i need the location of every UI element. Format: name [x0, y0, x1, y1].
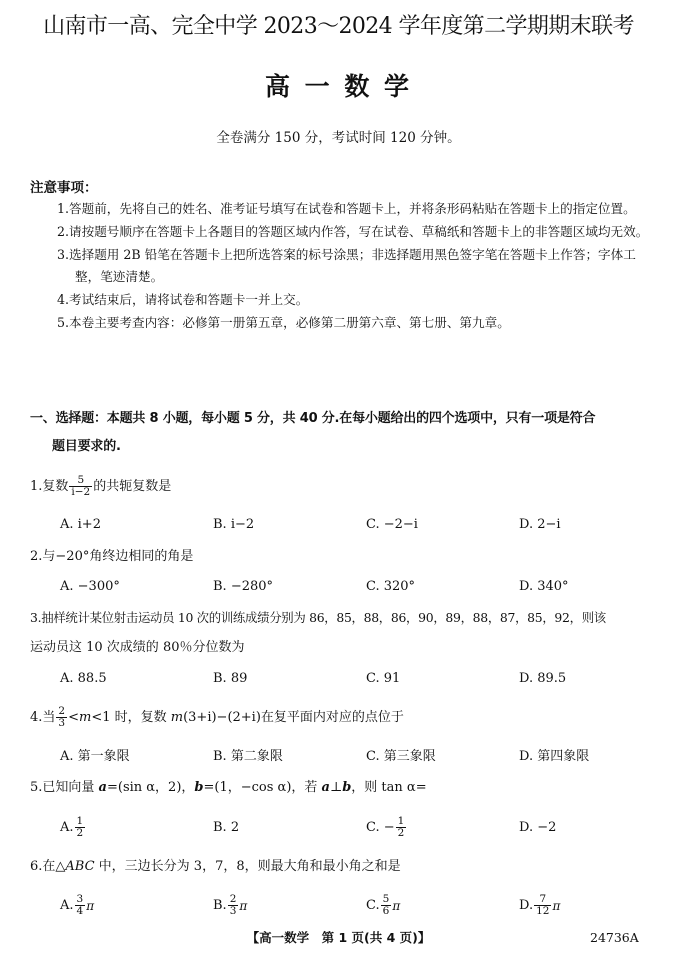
question-6-options	[60, 894, 620, 917]
q1-fraction	[69, 475, 92, 498]
question-3-line1: 3.抽样统计某位射击运动员 10 次的训练成绩分别为 86，85，88，86，90，89，88，87，85，92，则该	[30, 610, 606, 625]
notes-list	[57, 198, 657, 335]
q5-vector-a2: a	[321, 780, 330, 795]
q4-fraction	[56, 706, 67, 729]
note-item: 3.选择题用 2B 铅笔在答题卡上把所选答案的标号涂黑；非选择题用黑色签字笔在答题卡上作答；字体工整，笔迹清楚。	[57, 246, 636, 285]
q6-pre: 6.在△	[30, 859, 66, 874]
frac-den: 12	[536, 905, 550, 917]
section-heading-line2: 题目要求的.	[52, 439, 121, 454]
q1-option-a[interactable]: A. i+2	[60, 517, 101, 532]
q1-pre: 1.复数	[30, 479, 69, 494]
q2-option-d[interactable]: D. 340°	[519, 579, 569, 594]
question-2-options	[60, 576, 620, 598]
frac-den: 2	[76, 827, 84, 839]
q5-option-a[interactable]	[60, 816, 213, 839]
q4-option-d[interactable]: D. 第四象限	[519, 749, 590, 764]
frac-den: 2	[397, 827, 405, 839]
q2-option-b[interactable]: B. −280°	[213, 579, 274, 594]
question-1-stem	[30, 475, 655, 498]
q6-option-c-label: C.	[366, 897, 380, 913]
frac-num: 3	[76, 893, 84, 905]
q2-option-c[interactable]: C. 320°	[366, 579, 416, 594]
notes-title: 注意事项：	[30, 180, 98, 196]
q4-frac-den: 3	[58, 717, 66, 729]
q6-option-a[interactable]	[60, 894, 213, 917]
section-heading	[30, 405, 655, 461]
q4-pre: 4.当	[30, 710, 56, 725]
q4-option-b[interactable]: B. 第二象限	[213, 749, 283, 764]
q5-option-d[interactable]	[519, 817, 672, 839]
q5-vector-b2: b	[342, 780, 352, 795]
q4-var-m: m	[79, 710, 92, 725]
q6-option-b[interactable]	[213, 894, 366, 917]
pi-symbol: π	[86, 898, 95, 913]
q5-vector-b: b	[194, 780, 204, 795]
question-4-options	[60, 746, 620, 768]
q5-option-c[interactable]	[366, 816, 519, 839]
q1-frac-den: i−2	[71, 486, 91, 498]
q1-option-b[interactable]: B. i−2	[213, 517, 255, 532]
frac-den: 6	[382, 905, 390, 917]
q1-option-c[interactable]: C. −2−i	[366, 517, 418, 532]
q6-option-a-fraction	[75, 894, 86, 917]
frac-num: 1	[76, 815, 84, 827]
q5-perp-symbol: ⊥	[329, 780, 343, 795]
q3-option-c[interactable]: C. 91	[366, 671, 401, 686]
q1-post: 的共轭复数是	[93, 479, 172, 494]
note-item: 1.答题前，先将自己的姓名、准考证号填写在试卷和答题卡上，并将条形码粘贴在答题卡上的指定位置。	[57, 201, 636, 216]
q1-frac-num: 5	[77, 474, 85, 486]
q4-frac-num: 2	[58, 705, 66, 717]
q5-option-c-fraction	[396, 816, 407, 839]
q5-option-c-sign: −	[379, 819, 395, 835]
q5-option-c-label: C.	[366, 819, 380, 835]
q5-post: ，则 tan α=	[351, 780, 427, 795]
q6-option-c-fraction	[381, 894, 392, 917]
q5-vector-a: a	[98, 780, 107, 795]
q3-option-d[interactable]: D. 89.5	[519, 671, 567, 686]
q1-option-d[interactable]: D. 2−i	[519, 517, 561, 532]
q5-option-a-fraction	[75, 816, 86, 839]
question-3-line2: 运动员这 10 次成绩的 80％分位数为	[30, 640, 245, 655]
q5-mid2: =(1，−cos α)，若	[203, 780, 322, 795]
q5-option-a-label: A.	[60, 819, 74, 835]
q6-option-d-label: D.	[519, 897, 534, 913]
note-item: 2.请按题号顺序在答题卡上各题目的答题区域内作答，写在试卷、草稿纸和答题卡上的非答题区域均无效。	[57, 223, 649, 239]
question-4-stem	[30, 706, 655, 729]
q4-post: (3+i)−(2+i)在复平面内对应的点位于	[183, 710, 404, 725]
q6-option-c[interactable]	[366, 894, 519, 917]
exam-title: 山南市一高、完全中学 2023～2024 学年度第二学期期末联考	[43, 14, 634, 39]
q5-option-d-label: D. −2	[519, 819, 557, 835]
q6-option-b-label: B.	[213, 897, 227, 913]
q6-option-b-fraction	[228, 894, 239, 917]
q5-option-b[interactable]	[213, 817, 366, 839]
question-1-options	[60, 514, 620, 536]
frac-den: 3	[229, 905, 237, 917]
q4-var-m2: m	[170, 710, 184, 725]
subject-title: 高 一 数 学	[264, 72, 413, 101]
q5-mid1: =(sin α，2)，	[106, 780, 195, 795]
q5-pre: 5.已知向量	[30, 780, 99, 795]
section-heading-line1: 一、选择题：本题共 8 小题，每小题 5 分，共 40 分.在每小题给出的四个选项中，只有一项是符合	[30, 411, 596, 426]
q5-option-b-label: B. 2	[213, 819, 240, 835]
exam-info: 全卷满分 150 分，考试时间 120 分钟。	[216, 130, 461, 146]
q6-triangle: ABC	[65, 859, 95, 874]
note-item: 5.本卷主要考查内容：必修第一册第五章，必修第二册第六章、第七册、第九章。	[57, 314, 510, 330]
question-5-stem	[30, 777, 655, 799]
paper-code: 24736A	[590, 930, 639, 945]
frac-num: 7	[539, 893, 547, 905]
frac-num: 1	[397, 815, 405, 827]
note-item: 4.考试结束后，请将试卷和答题卡一并上交。	[57, 292, 309, 308]
question-5-options	[60, 816, 620, 839]
pi-symbol: π	[552, 898, 561, 913]
q6-option-d[interactable]	[519, 894, 672, 917]
q2-option-a[interactable]: A. −300°	[60, 579, 120, 594]
question-2-stem: 2.与−20°角终边相同的角是	[30, 549, 194, 564]
q4-option-a[interactable]: A. 第一象限	[60, 749, 130, 764]
question-3-options	[60, 668, 620, 690]
pi-symbol: π	[239, 898, 248, 913]
page-footer: 【高一数学 第 1 页(共 4 页)】	[246, 930, 431, 945]
q6-post: 中，三边长分为 3，7，8，则最大角和最小角之和是	[94, 859, 401, 874]
frac-den: 4	[76, 905, 84, 917]
q4-cond-a: <	[68, 710, 79, 725]
frac-num: 2	[229, 893, 237, 905]
q3-option-a[interactable]: A. 88.5	[60, 671, 107, 686]
q4-cond-b: <1 时，复数	[91, 710, 171, 725]
q4-option-c[interactable]: C. 第三象限	[366, 749, 436, 764]
question-6-stem	[30, 856, 655, 878]
frac-num: 5	[382, 893, 390, 905]
q6-option-a-label: A.	[60, 897, 74, 913]
q3-option-b[interactable]: B. 89	[213, 671, 248, 686]
pi-symbol: π	[392, 898, 401, 913]
q6-option-d-fraction	[534, 894, 551, 917]
